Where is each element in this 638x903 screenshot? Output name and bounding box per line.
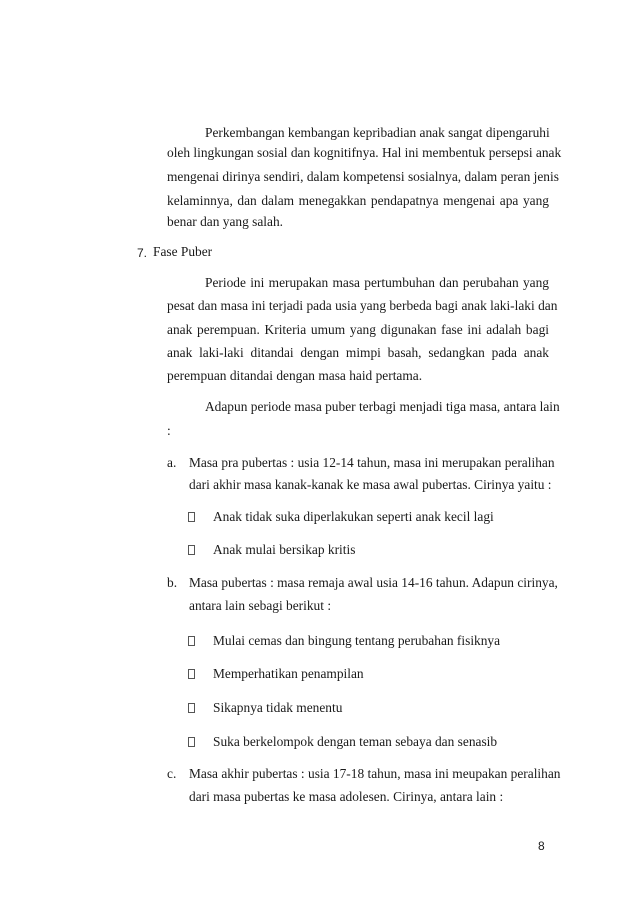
paragraph-line: benar dan yang salah. [167, 214, 284, 229]
list-item-line: antara lain sebagi berikut : [189, 598, 332, 613]
bullet-item-text: Anak tidak suka diperlakukan seperti anak kecil lagi [213, 509, 494, 524]
list-item-line: dari masa pubertas ke masa adolesen. Cirinya, antara lain : [189, 789, 504, 804]
list-item-line: Masa akhir pubertas : usia 17-18 tahun, masa ini meupakan peralihan [189, 766, 561, 781]
list-marker: b. [167, 575, 178, 590]
missing-glyph-bullet-icon [188, 512, 195, 522]
page-number: 8 [538, 839, 545, 853]
paragraph-line: pesat dan masa ini terjadi pada usia yang berbeda bagi anak laki-laki dan [167, 298, 558, 313]
bullet-item-text: Memperhatikan penampilan [213, 666, 364, 681]
list-marker: c. [167, 766, 177, 781]
paragraph-line: kelaminnya, dan dalam menegakkan pendapatnya mengenai apa yang [167, 193, 549, 208]
missing-glyph-bullet-icon [188, 636, 195, 646]
paragraph-line: oleh lingkungan sosial dan kognitifnya. Hal ini membentuk persepsi anak [167, 145, 562, 160]
paragraph-line: perempuan ditandai dengan masa haid pertama. [167, 368, 423, 383]
missing-glyph-bullet-icon [188, 737, 195, 747]
section-title: Fase Puber [153, 244, 213, 259]
bullet-item-text: Suka berkelompok dengan teman sebaya dan senasib [213, 734, 498, 749]
list-item-line: Masa pubertas : masa remaja awal usia 14-16 tahun. Adapun cirinya, [189, 575, 558, 590]
list-marker: a. [167, 455, 177, 470]
paragraph-line: Perkembangan kembangan kepribadian anak sangat dipengaruhi [205, 125, 550, 140]
bullet-item-text: Anak mulai bersikap kritis [213, 542, 356, 557]
paragraph-line: Periode ini merupakan masa pertumbuhan dan perubahan yang [205, 275, 549, 290]
paragraph-line: anak laki-laki ditandai dengan mimpi basah, sedangkan pada anak [167, 345, 549, 360]
paragraph-line: anak perempuan. Kriteria umum yang digunakan fase ini adalah bagi [167, 322, 549, 337]
bullet-item-text: Sikapnya tidak menentu [213, 700, 343, 715]
missing-glyph-bullet-icon [188, 703, 195, 713]
list-item-line: Masa pra pubertas : usia 12-14 tahun, masa ini merupakan peralihan [189, 455, 555, 470]
missing-glyph-bullet-icon [188, 545, 195, 555]
bullet-item-text: Mulai cemas dan bingung tentang perubahan fisiknya [213, 633, 501, 648]
paragraph-line: mengenai dirinya sendiri, dalam kompetensi sosialnya, dalam peran jenis [167, 169, 559, 184]
list-item-line: dari akhir masa kanak-kanak ke masa awal pubertas. Cirinya yaitu : [189, 477, 552, 492]
paragraph-line: Adapun periode masa puber terbagi menjadi tiga masa, antara lain [205, 399, 560, 414]
missing-glyph-bullet-icon [188, 669, 195, 679]
section-number: 7. [137, 246, 148, 260]
paragraph-line: : [167, 423, 171, 438]
